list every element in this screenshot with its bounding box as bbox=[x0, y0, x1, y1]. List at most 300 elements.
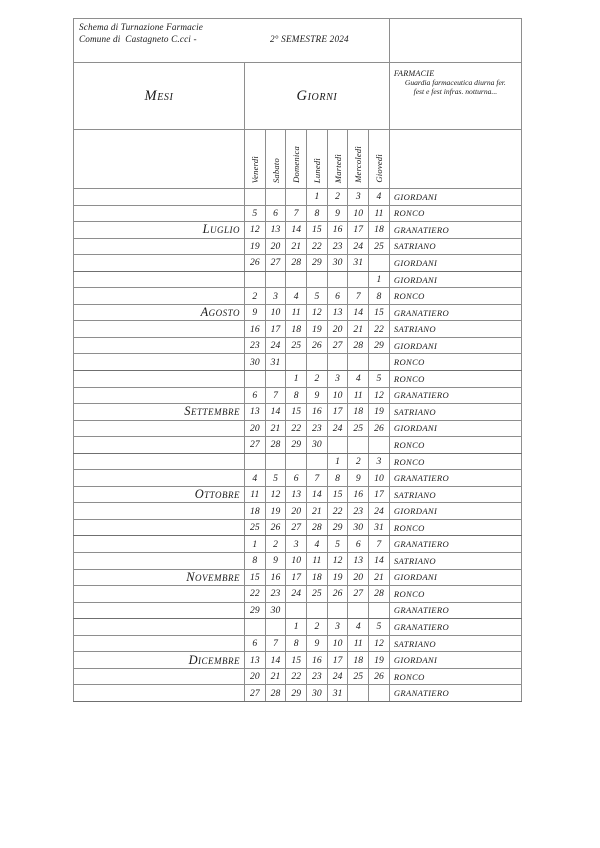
table-row bbox=[74, 387, 522, 404]
day-cell: 29 bbox=[286, 437, 307, 454]
day-cell: 1 bbox=[327, 453, 348, 470]
day-cell-empty bbox=[369, 437, 390, 454]
weekday-label: Domenica bbox=[291, 146, 302, 183]
day-cell: 5 bbox=[369, 619, 390, 636]
title-line-1: Schema di Turnazione Farmacie bbox=[79, 22, 204, 32]
day-cell-empty bbox=[348, 685, 369, 702]
pharmacy-on-duty: SATRIANO bbox=[389, 553, 521, 570]
month-label-dicembre: Dicembre bbox=[74, 652, 245, 669]
title-row bbox=[74, 19, 522, 63]
weekday-label: Mercoledì bbox=[353, 146, 364, 183]
weekday-header-row bbox=[74, 130, 522, 189]
table-row bbox=[74, 619, 522, 636]
month-cell-empty bbox=[74, 503, 245, 520]
day-cell: 4 bbox=[348, 619, 369, 636]
table-body bbox=[74, 19, 522, 702]
day-cell: 30 bbox=[307, 437, 328, 454]
table-row bbox=[74, 189, 522, 206]
weekday-label: Martedì bbox=[332, 153, 343, 183]
day-cell: 16 bbox=[348, 486, 369, 503]
weekday-label: Lunedì bbox=[311, 157, 322, 183]
day-cell: 24 bbox=[348, 238, 369, 255]
day-cell: 9 bbox=[245, 304, 266, 321]
weekday-label: Sabato bbox=[270, 157, 281, 183]
table-row bbox=[74, 685, 522, 702]
day-cell: 22 bbox=[286, 668, 307, 685]
day-cell: 10 bbox=[286, 553, 307, 570]
day-cell: 13 bbox=[348, 553, 369, 570]
table-row bbox=[74, 536, 522, 553]
day-cell-empty bbox=[286, 271, 307, 288]
day-cell: 10 bbox=[327, 635, 348, 652]
table-row bbox=[74, 420, 522, 437]
weekday-header-giovedi bbox=[369, 130, 390, 189]
pharmacy-on-duty: RONCO bbox=[389, 371, 521, 388]
day-cell: 18 bbox=[286, 321, 307, 338]
day-cell-empty bbox=[265, 371, 286, 388]
months-header-cell bbox=[74, 63, 245, 130]
day-cell: 20 bbox=[286, 503, 307, 520]
pharmacy-on-duty: GRANATIERO bbox=[389, 387, 521, 404]
day-cell: 3 bbox=[348, 189, 369, 206]
day-cell: 13 bbox=[327, 304, 348, 321]
day-cell: 16 bbox=[265, 569, 286, 586]
day-cell: 25 bbox=[245, 519, 266, 536]
day-cell: 19 bbox=[369, 404, 390, 421]
month-cell-empty bbox=[74, 420, 245, 437]
day-cell: 19 bbox=[369, 652, 390, 669]
day-cell: 15 bbox=[286, 652, 307, 669]
day-cell: 6 bbox=[245, 387, 266, 404]
day-cell: 28 bbox=[307, 519, 328, 536]
pharmacy-on-duty: SATRIANO bbox=[389, 321, 521, 338]
day-cell: 17 bbox=[327, 404, 348, 421]
day-cell: 9 bbox=[307, 635, 328, 652]
day-cell: 20 bbox=[327, 321, 348, 338]
table-row bbox=[74, 238, 522, 255]
day-cell: 31 bbox=[265, 354, 286, 371]
day-cell: 4 bbox=[245, 470, 266, 487]
day-cell: 23 bbox=[307, 668, 328, 685]
day-cell: 18 bbox=[348, 404, 369, 421]
day-cell: 5 bbox=[327, 536, 348, 553]
table-row bbox=[74, 553, 522, 570]
day-cell: 13 bbox=[265, 222, 286, 239]
day-cell: 11 bbox=[348, 635, 369, 652]
day-cell-empty bbox=[245, 371, 266, 388]
day-cell: 22 bbox=[327, 503, 348, 520]
day-cell-empty bbox=[245, 271, 266, 288]
day-cell: 22 bbox=[286, 420, 307, 437]
day-cell: 28 bbox=[369, 586, 390, 603]
day-cell: 13 bbox=[245, 404, 266, 421]
day-cell: 14 bbox=[286, 222, 307, 239]
table-row bbox=[74, 668, 522, 685]
day-cell: 22 bbox=[307, 238, 328, 255]
month-cell-empty bbox=[74, 685, 245, 702]
day-cell: 12 bbox=[369, 387, 390, 404]
pharmacy-on-duty: GRANATIERO bbox=[389, 470, 521, 487]
day-cell: 3 bbox=[327, 619, 348, 636]
table-row bbox=[74, 371, 522, 388]
day-cell: 5 bbox=[245, 205, 266, 222]
day-cell: 2 bbox=[348, 453, 369, 470]
day-cell: 27 bbox=[245, 685, 266, 702]
day-cell: 7 bbox=[369, 536, 390, 553]
day-cell: 8 bbox=[286, 635, 307, 652]
table-row bbox=[74, 304, 522, 321]
day-cell-empty bbox=[307, 271, 328, 288]
table-row bbox=[74, 404, 522, 421]
day-cell: 26 bbox=[369, 668, 390, 685]
pharmacy-on-duty: GRANATIERO bbox=[389, 304, 521, 321]
day-cell: 6 bbox=[348, 536, 369, 553]
month-cell-empty bbox=[74, 586, 245, 603]
table-row bbox=[74, 586, 522, 603]
day-cell: 8 bbox=[327, 470, 348, 487]
day-cell: 4 bbox=[348, 371, 369, 388]
table-row bbox=[74, 519, 522, 536]
month-cell-empty bbox=[74, 553, 245, 570]
month-label-agosto: Agosto bbox=[74, 304, 245, 321]
day-cell: 8 bbox=[286, 387, 307, 404]
day-cell: 7 bbox=[307, 470, 328, 487]
month-cell-empty bbox=[74, 271, 245, 288]
day-cell: 20 bbox=[245, 668, 266, 685]
day-cell: 24 bbox=[327, 420, 348, 437]
pharmacy-on-duty: SATRIANO bbox=[389, 238, 521, 255]
table-row bbox=[74, 222, 522, 239]
day-cell: 29 bbox=[307, 255, 328, 272]
month-cell-empty bbox=[74, 519, 245, 536]
pharmacies-note-line-1: Guardia farmaceutica diurna fer. bbox=[404, 78, 506, 87]
day-cell: 17 bbox=[265, 321, 286, 338]
day-cell: 26 bbox=[369, 420, 390, 437]
month-cell-empty bbox=[74, 205, 245, 222]
day-cell: 24 bbox=[265, 337, 286, 354]
table-row bbox=[74, 437, 522, 454]
day-cell: 16 bbox=[327, 222, 348, 239]
day-cell: 28 bbox=[265, 437, 286, 454]
day-cell: 10 bbox=[369, 470, 390, 487]
day-cell: 23 bbox=[327, 238, 348, 255]
day-cell: 14 bbox=[369, 553, 390, 570]
day-cell: 6 bbox=[286, 470, 307, 487]
day-cell: 2 bbox=[245, 288, 266, 305]
day-cell: 26 bbox=[245, 255, 266, 272]
pharmacy-on-duty: RONCO bbox=[389, 205, 521, 222]
day-cell: 25 bbox=[307, 586, 328, 603]
month-cell-empty bbox=[74, 371, 245, 388]
day-cell: 3 bbox=[327, 371, 348, 388]
day-cell: 24 bbox=[327, 668, 348, 685]
day-cell: 9 bbox=[265, 553, 286, 570]
day-cell: 1 bbox=[245, 536, 266, 553]
day-cell: 29 bbox=[369, 337, 390, 354]
day-cell: 28 bbox=[265, 685, 286, 702]
day-cell: 14 bbox=[265, 652, 286, 669]
pharmacy-on-duty: GIORDANI bbox=[389, 271, 521, 288]
day-cell: 2 bbox=[327, 189, 348, 206]
day-cell: 11 bbox=[245, 486, 266, 503]
pharmacy-rotation-table bbox=[73, 18, 522, 702]
table-row bbox=[74, 652, 522, 669]
day-cell-empty bbox=[307, 354, 328, 371]
day-cell: 12 bbox=[265, 486, 286, 503]
day-cell: 2 bbox=[265, 536, 286, 553]
day-cell: 31 bbox=[348, 255, 369, 272]
month-cell-empty bbox=[74, 238, 245, 255]
pharmacy-on-duty: GIORDANI bbox=[389, 652, 521, 669]
day-cell: 30 bbox=[348, 519, 369, 536]
day-cell: 30 bbox=[327, 255, 348, 272]
pharmacy-on-duty: GIORDANI bbox=[389, 337, 521, 354]
day-cell: 29 bbox=[245, 602, 266, 619]
day-cell: 27 bbox=[348, 586, 369, 603]
month-cell-empty bbox=[74, 387, 245, 404]
day-cell: 19 bbox=[327, 569, 348, 586]
days-header-label: Giorni bbox=[296, 88, 338, 104]
title-row-spacer bbox=[389, 19, 521, 63]
day-cell-empty bbox=[245, 453, 266, 470]
day-cell: 27 bbox=[327, 337, 348, 354]
document-title-cell bbox=[74, 19, 390, 63]
day-cell: 2 bbox=[307, 619, 328, 636]
day-cell: 3 bbox=[369, 453, 390, 470]
pharmacy-on-duty: RONCO bbox=[389, 586, 521, 603]
day-cell: 19 bbox=[265, 503, 286, 520]
pharmacy-on-duty: GRANATIERO bbox=[389, 619, 521, 636]
day-cell-empty bbox=[286, 453, 307, 470]
day-cell: 3 bbox=[265, 288, 286, 305]
day-cell-empty bbox=[245, 619, 266, 636]
pharmacy-on-duty: GIORDANI bbox=[389, 569, 521, 586]
pharmacy-on-duty: RONCO bbox=[389, 288, 521, 305]
day-cell: 24 bbox=[286, 586, 307, 603]
day-cell: 22 bbox=[245, 586, 266, 603]
weekday-label: Venerdì bbox=[249, 155, 260, 183]
day-cell: 27 bbox=[265, 255, 286, 272]
table-row bbox=[74, 337, 522, 354]
month-label-ottobre: Ottobre bbox=[74, 486, 245, 503]
weekday-header-lunedi bbox=[307, 130, 328, 189]
day-cell: 11 bbox=[369, 205, 390, 222]
day-cell: 7 bbox=[265, 635, 286, 652]
pharmacy-on-duty: GIORDANI bbox=[389, 189, 521, 206]
day-cell-empty bbox=[327, 354, 348, 371]
month-cell-empty bbox=[74, 337, 245, 354]
table-row bbox=[74, 602, 522, 619]
pharmacy-on-duty: RONCO bbox=[389, 453, 521, 470]
title-line-2: Comune di Castagneto C.cci - bbox=[79, 33, 197, 44]
day-cell: 8 bbox=[369, 288, 390, 305]
day-cell: 23 bbox=[307, 420, 328, 437]
weekday-header-domenica bbox=[286, 130, 307, 189]
weekday-header-sabato bbox=[265, 130, 286, 189]
month-cell-empty bbox=[74, 470, 245, 487]
day-cell: 22 bbox=[369, 321, 390, 338]
month-cell-empty bbox=[74, 602, 245, 619]
day-cell: 25 bbox=[369, 238, 390, 255]
day-cell: 17 bbox=[327, 652, 348, 669]
days-header-cell bbox=[245, 63, 390, 130]
day-cell: 18 bbox=[369, 222, 390, 239]
weekday-row-pharmacy-spacer bbox=[389, 130, 521, 189]
day-cell: 20 bbox=[348, 569, 369, 586]
day-cell: 19 bbox=[245, 238, 266, 255]
month-cell-empty bbox=[74, 453, 245, 470]
day-cell: 15 bbox=[327, 486, 348, 503]
table-row bbox=[74, 255, 522, 272]
day-cell: 25 bbox=[348, 420, 369, 437]
pharmacies-header-cell bbox=[389, 63, 521, 130]
day-cell: 21 bbox=[369, 569, 390, 586]
day-cell-empty bbox=[348, 602, 369, 619]
day-cell: 23 bbox=[265, 586, 286, 603]
month-cell-empty bbox=[74, 668, 245, 685]
pharmacy-on-duty: RONCO bbox=[389, 668, 521, 685]
day-cell: 27 bbox=[286, 519, 307, 536]
day-cell: 5 bbox=[307, 288, 328, 305]
day-cell-empty bbox=[348, 437, 369, 454]
pharmacy-on-duty: GIORDANI bbox=[389, 255, 521, 272]
day-cell: 13 bbox=[245, 652, 266, 669]
day-cell-empty bbox=[348, 271, 369, 288]
day-cell-empty bbox=[369, 255, 390, 272]
day-cell-empty bbox=[348, 354, 369, 371]
day-cell: 18 bbox=[348, 652, 369, 669]
day-cell: 29 bbox=[286, 685, 307, 702]
section-header-row bbox=[74, 63, 522, 130]
pharmacies-header-label: FARMACIE bbox=[393, 69, 435, 78]
day-cell: 4 bbox=[286, 288, 307, 305]
day-cell: 30 bbox=[245, 354, 266, 371]
day-cell: 30 bbox=[265, 602, 286, 619]
day-cell: 10 bbox=[265, 304, 286, 321]
day-cell: 13 bbox=[286, 486, 307, 503]
weekday-row-month-spacer bbox=[74, 130, 245, 189]
day-cell: 15 bbox=[307, 222, 328, 239]
day-cell: 17 bbox=[286, 569, 307, 586]
table-row bbox=[74, 453, 522, 470]
day-cell-empty bbox=[265, 453, 286, 470]
day-cell: 12 bbox=[327, 553, 348, 570]
day-cell-empty bbox=[265, 189, 286, 206]
pharmacy-on-duty: GIORDANI bbox=[389, 503, 521, 520]
day-cell: 15 bbox=[245, 569, 266, 586]
day-cell: 6 bbox=[245, 635, 266, 652]
day-cell: 21 bbox=[265, 668, 286, 685]
day-cell: 5 bbox=[265, 470, 286, 487]
day-cell: 1 bbox=[307, 189, 328, 206]
day-cell: 26 bbox=[307, 337, 328, 354]
table-row bbox=[74, 321, 522, 338]
day-cell: 17 bbox=[348, 222, 369, 239]
day-cell: 19 bbox=[307, 321, 328, 338]
day-cell: 11 bbox=[348, 387, 369, 404]
table-row bbox=[74, 354, 522, 371]
table-row bbox=[74, 205, 522, 222]
day-cell: 21 bbox=[286, 238, 307, 255]
day-cell-empty bbox=[286, 602, 307, 619]
day-cell-empty bbox=[369, 602, 390, 619]
month-cell-empty bbox=[74, 189, 245, 206]
day-cell: 4 bbox=[369, 189, 390, 206]
pharmacy-on-duty: GRANATIERO bbox=[389, 536, 521, 553]
day-cell: 25 bbox=[286, 337, 307, 354]
pharmacies-note-line-2: fest e fest infras. notturna... bbox=[413, 87, 498, 97]
day-cell: 16 bbox=[307, 652, 328, 669]
month-label-settembre: Settembre bbox=[74, 404, 245, 421]
day-cell-empty bbox=[265, 271, 286, 288]
table-row bbox=[74, 288, 522, 305]
table-row bbox=[74, 635, 522, 652]
day-cell: 6 bbox=[327, 288, 348, 305]
pharmacy-on-duty: GRANATIERO bbox=[389, 222, 521, 239]
weekday-header-venerdi bbox=[245, 130, 266, 189]
table-row bbox=[74, 271, 522, 288]
pharmacy-on-duty: SATRIANO bbox=[389, 486, 521, 503]
month-cell-empty bbox=[74, 437, 245, 454]
day-cell: 30 bbox=[307, 685, 328, 702]
month-cell-empty bbox=[74, 635, 245, 652]
day-cell: 27 bbox=[245, 437, 266, 454]
day-cell: 9 bbox=[327, 205, 348, 222]
month-label-luglio: Luglio bbox=[74, 222, 245, 239]
day-cell: 16 bbox=[307, 404, 328, 421]
day-cell: 5 bbox=[369, 371, 390, 388]
day-cell-empty bbox=[327, 437, 348, 454]
day-cell: 24 bbox=[369, 503, 390, 520]
month-cell-empty bbox=[74, 321, 245, 338]
day-cell: 1 bbox=[286, 371, 307, 388]
day-cell: 8 bbox=[245, 553, 266, 570]
day-cell: 21 bbox=[348, 321, 369, 338]
day-cell: 11 bbox=[286, 304, 307, 321]
day-cell: 18 bbox=[245, 503, 266, 520]
day-cell: 11 bbox=[307, 553, 328, 570]
day-cell-empty bbox=[286, 354, 307, 371]
day-cell: 4 bbox=[307, 536, 328, 553]
day-cell: 29 bbox=[327, 519, 348, 536]
day-cell: 9 bbox=[307, 387, 328, 404]
month-cell-empty bbox=[74, 288, 245, 305]
pharmacy-on-duty: SATRIANO bbox=[389, 404, 521, 421]
table-row bbox=[74, 486, 522, 503]
day-cell: 14 bbox=[265, 404, 286, 421]
day-cell: 7 bbox=[286, 205, 307, 222]
day-cell: 1 bbox=[286, 619, 307, 636]
day-cell: 21 bbox=[265, 420, 286, 437]
day-cell-empty bbox=[265, 619, 286, 636]
day-cell-empty bbox=[327, 271, 348, 288]
day-cell: 8 bbox=[307, 205, 328, 222]
day-cell: 12 bbox=[245, 222, 266, 239]
day-cell: 23 bbox=[348, 503, 369, 520]
month-label-novembre: Novembre bbox=[74, 569, 245, 586]
day-cell: 15 bbox=[286, 404, 307, 421]
day-cell: 25 bbox=[348, 668, 369, 685]
pharmacy-on-duty: GIORDANI bbox=[389, 420, 521, 437]
day-cell-empty bbox=[369, 354, 390, 371]
day-cell: 31 bbox=[327, 685, 348, 702]
pharmacy-on-duty: RONCO bbox=[389, 437, 521, 454]
weekday-header-martedi bbox=[327, 130, 348, 189]
day-cell-empty bbox=[369, 685, 390, 702]
day-cell: 26 bbox=[327, 586, 348, 603]
pharmacy-on-duty: GRANATIERO bbox=[389, 685, 521, 702]
day-cell: 21 bbox=[307, 503, 328, 520]
